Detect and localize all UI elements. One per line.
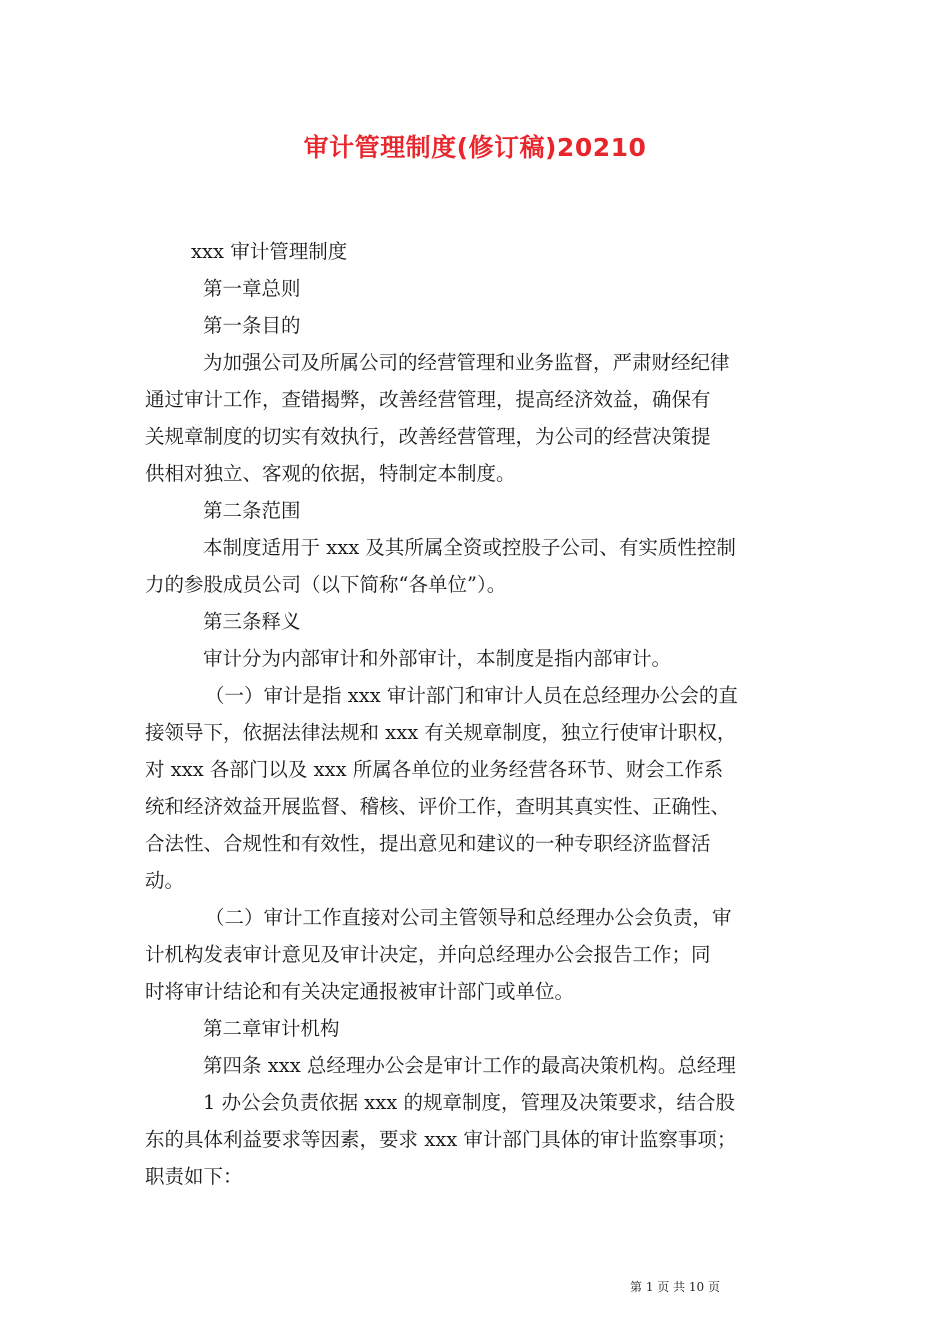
page-number: 第 1 页 共 10 页 — [630, 1280, 720, 1294]
document-title: 审计管理制度(修订稿)20210 — [303, 133, 647, 162]
text-line: 动。 — [145, 869, 185, 892]
text-line: 东的具体利益要求等因素，要求 xxx 审计部门具体的审计监察事项； — [145, 1128, 737, 1151]
text-line: 供相对独立、客观的依据，特制定本制度。 — [145, 462, 516, 485]
text-line: 对 xxx 各部门以及 xxx 所属各单位的业务经营各环节、财会工作系 — [145, 758, 724, 781]
text-line: 职责如下： — [145, 1165, 243, 1188]
text-line: 合法性、合规性和有效性，提出意见和建议的一种专职经济监督活 — [145, 832, 711, 855]
text-line: （一）审计是指 xxx 审计部门和审计人员在总经理办公会的直 — [205, 684, 738, 707]
text-line: 时将审计结论和有关决定通报被审计部门或单位。 — [145, 980, 575, 1003]
text-line: 第一章总则 — [203, 277, 301, 300]
text-line: 关规章制度的切实有效执行，改善经营管理，为公司的经营决策提 — [145, 425, 711, 448]
text-line: 力的参股成员公司（以下简称“各单位”）。 — [145, 573, 507, 596]
text-line: 第二条范围 — [203, 499, 301, 522]
text-line: 接领导下，依据法律法规和 xxx 有关规章制度，独立行使审计职权， — [145, 721, 737, 744]
text-line: 统和经济效益开展监督、稽核、评价工作，查明其真实性、正确性、 — [145, 795, 731, 818]
text-line: 计机构发表审计意见及审计决定，并向总经理办公会报告工作；同 — [145, 943, 711, 966]
text-line: 第三条释义 — [203, 610, 301, 633]
text-line: 第一条目的 — [203, 314, 301, 337]
text-line: 通过审计工作，查错揭弊，改善经营管理，提高经济效益，确保有 — [145, 388, 711, 411]
text-line: 审计分为内部审计和外部审计，本制度是指内部审计。 — [203, 647, 672, 670]
text-line: 1 办公会负责依据 xxx 的规章制度，管理及决策要求，结合股 — [203, 1091, 735, 1114]
text-line: xxx 审计管理制度 — [191, 240, 348, 263]
text-line: 第四条 xxx 总经理办公会是审计工作的最高决策机构。总经理 — [203, 1054, 736, 1077]
text-line: 第二章审计机构 — [203, 1017, 340, 1040]
text-line: 为加强公司及所属公司的经营管理和业务监督，严肃财经纪律 — [203, 351, 730, 374]
text-line: 本制度适用于 xxx 及其所属全资或控股子公司、有实质性控制 — [203, 536, 736, 559]
document-body — [145, 233, 825, 1195]
page-footer — [0, 1278, 950, 1295]
text-line: （二）审计工作直接对公司主管领导和总经理办公会负责，审 — [205, 906, 732, 929]
